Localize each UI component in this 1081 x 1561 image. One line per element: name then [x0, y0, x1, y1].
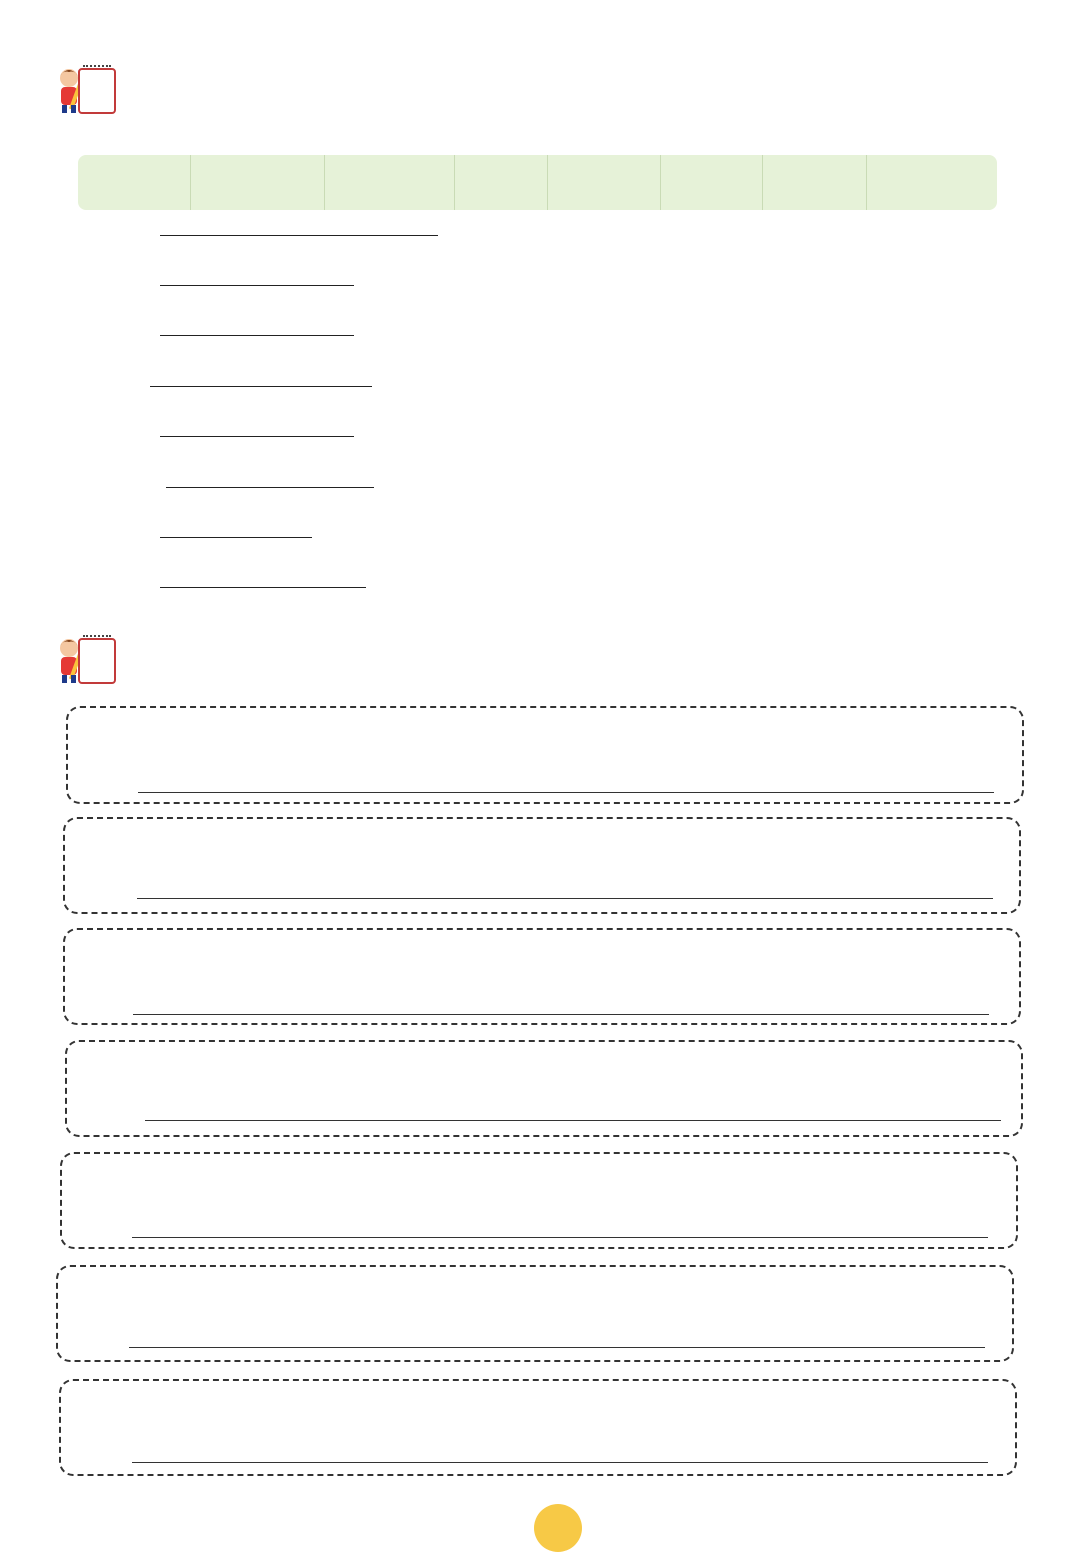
word-box-item [867, 155, 997, 210]
word-box [78, 155, 997, 210]
reorder-item-5 [60, 1152, 1018, 1249]
exercise-8-number [78, 638, 116, 684]
answer-blank[interactable] [166, 486, 374, 488]
word-box-item [548, 155, 661, 210]
sentence-1 [96, 238, 448, 240]
page-number [524, 1497, 592, 1559]
reorder-item-4 [65, 1040, 1023, 1137]
answer-blank[interactable] [160, 234, 438, 236]
sentence-3 [96, 338, 364, 340]
answer-blank[interactable] [160, 536, 312, 538]
answer-line[interactable] [138, 792, 994, 793]
answer-line[interactable] [132, 1462, 988, 1463]
word-box-item [455, 155, 548, 210]
word-box-item [661, 155, 763, 210]
sentence-6 [96, 490, 384, 492]
reorder-item-2 [63, 817, 1021, 914]
top-confetti-decoration [0, 0, 1081, 70]
reorder-item-7 [59, 1379, 1017, 1476]
reorder-item-6 [56, 1265, 1014, 1362]
exercise-7-number [78, 68, 116, 114]
answer-blank[interactable] [160, 435, 354, 437]
answer-line[interactable] [133, 1014, 989, 1015]
answer-blank[interactable] [160, 586, 366, 588]
reorder-item-3 [63, 928, 1021, 1025]
answer-line[interactable] [137, 898, 993, 899]
sentence-2 [96, 288, 364, 290]
word-box-item [325, 155, 455, 210]
answer-line[interactable] [145, 1120, 1001, 1121]
word-box-item [191, 155, 325, 210]
sentence-4 [96, 389, 382, 391]
reorder-item-1 [66, 706, 1024, 804]
answer-blank[interactable] [150, 385, 372, 387]
word-box-item [78, 155, 191, 210]
word-box-item [763, 155, 867, 210]
sentence-8 [96, 590, 366, 592]
sentence-5 [96, 439, 364, 441]
answer-blank[interactable] [160, 334, 354, 336]
answer-line[interactable] [132, 1237, 988, 1238]
answer-line[interactable] [129, 1347, 985, 1348]
answer-blank[interactable] [160, 284, 354, 286]
sentence-7 [96, 540, 322, 542]
